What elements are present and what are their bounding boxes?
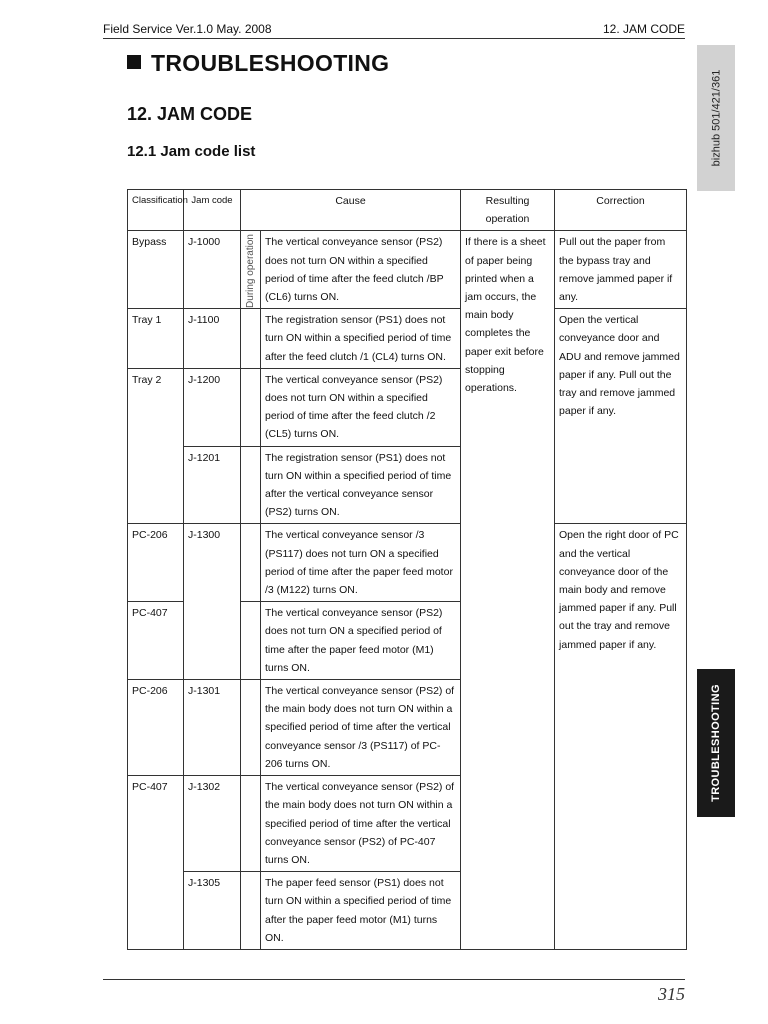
square-bullet-icon — [127, 55, 141, 69]
cell-jam-code: J-1201 — [184, 446, 241, 524]
cell-cause: The vertical conveyance sensor /3 (PS117) does not turn ON a specified period of time after the paper feed motor /3 (M122) turns ON. — [261, 524, 461, 602]
running-header-right: 12. JAM CODE — [602, 22, 685, 36]
table-row — [128, 231, 687, 309]
cell-jam-code: J-1000 — [184, 231, 241, 309]
cell-timing — [241, 368, 261, 446]
table-row — [128, 524, 687, 602]
cell-classification: Tray 1 — [128, 309, 184, 369]
cell-correction: Pull out the paper from the bypass tray and remove jammed paper if any. — [555, 231, 687, 309]
cell-jam-code: J-1301 — [184, 680, 241, 776]
model-side-tab-label: bizhub 501/421/361 — [710, 69, 722, 167]
table-row — [128, 309, 687, 369]
cell-timing — [241, 602, 261, 680]
cell-jam-code: J-1100 — [184, 309, 241, 369]
section-side-tab — [697, 669, 735, 817]
chapter-heading-text: TROUBLESHOOTING — [151, 50, 390, 76]
cell-classification: Bypass — [128, 231, 184, 309]
cell-classification: Tray 2 — [128, 368, 184, 524]
cell-classification: PC-206 — [128, 680, 184, 776]
cell-jam-code: J-1305 — [184, 872, 241, 950]
model-side-tab — [697, 45, 735, 191]
cell-timing — [241, 776, 261, 872]
column-header-correction: Correction — [555, 190, 687, 231]
section-heading: 12. JAM CODE — [127, 104, 253, 124]
section-side-tab-label: TROUBLESHOOTING — [710, 684, 722, 802]
cell-timing — [241, 231, 261, 309]
cell-cause: The vertical conveyance sensor (PS2) does not turn ON within a specified period of time after the feed clutch /BP (CL6) turns ON. — [261, 231, 461, 309]
column-header-cause: Cause — [241, 190, 461, 231]
footer-divider — [103, 979, 685, 980]
cell-cause: The paper feed sensor (PS1) does not turn ON within a specified period of time after the paper feed motor (M1) turns ON. — [261, 872, 461, 950]
cell-cause: The vertical conveyance sensor (PS2) of the main body does not turn ON within a specified period of time after the vertical conveyance sensor (PS2) of PC-407 turns ON. — [261, 776, 461, 872]
subsection-heading: 12.1 Jam code list — [127, 143, 256, 160]
cell-jam-code: J-1200 — [184, 368, 241, 446]
cell-classification: PC-206 — [128, 524, 184, 602]
cell-correction: Open the right door of PC and the vertical conveyance door of the main body and remove jammed paper if any. Pull out the tray and remove jammed paper if any. — [555, 524, 687, 949]
cell-timing — [241, 309, 261, 369]
page-number: 315 — [658, 984, 685, 1004]
cell-cause: The vertical conveyance sensor (PS2) does not turn ON a specified period of time after the paper feed motor (M1) turns ON. — [261, 602, 461, 680]
cell-jam-code: J-1300 — [184, 524, 241, 680]
cell-classification: PC-407 — [128, 602, 184, 680]
cell-result: If there is a sheet of paper being printed when a jam occurs, the main body completes the paper exit before stopping operations. — [461, 231, 555, 950]
cell-timing — [241, 872, 261, 950]
table-header-row — [128, 190, 687, 231]
column-header-jam-code: Jam code — [184, 190, 241, 231]
cell-timing — [241, 524, 261, 602]
cell-cause: The vertical conveyance sensor (PS2) does not turn ON within a specified period of time after the feed clutch /2 (CL5) turns ON. — [261, 368, 461, 446]
cell-jam-code: J-1302 — [184, 776, 241, 872]
cell-cause: The vertical conveyance sensor (PS2) of the main body does not turn ON within a specified period of time after the vertical conveyance sensor /3 (PS117) of PC-206 turns ON. — [261, 680, 461, 776]
header-divider — [103, 38, 685, 39]
running-header-left: Field Service Ver.1.0 May. 2008 — [103, 22, 272, 36]
jam-code-table — [127, 189, 687, 950]
cell-timing — [241, 446, 261, 524]
column-header-result: Resulting operation — [461, 190, 555, 231]
chapter-heading — [127, 50, 389, 77]
cell-timing — [241, 680, 261, 776]
cell-cause: The registration sensor (PS1) does not turn ON within a specified period of time after the feed clutch /1 (CL4) turns ON. — [261, 309, 461, 369]
cell-classification: PC-407 — [128, 776, 184, 950]
cell-cause: The registration sensor (PS1) does not turn ON within a specified period of time after the vertical conveyance sensor (PS2) turns ON. — [261, 446, 461, 524]
column-header-classification: Classification — [128, 190, 184, 231]
timing-label: During operation — [244, 234, 256, 309]
cell-correction: Open the vertical conveyance door and ADU and remove jammed paper if any. Pull out the tray and remove jammed paper if any. — [555, 309, 687, 524]
